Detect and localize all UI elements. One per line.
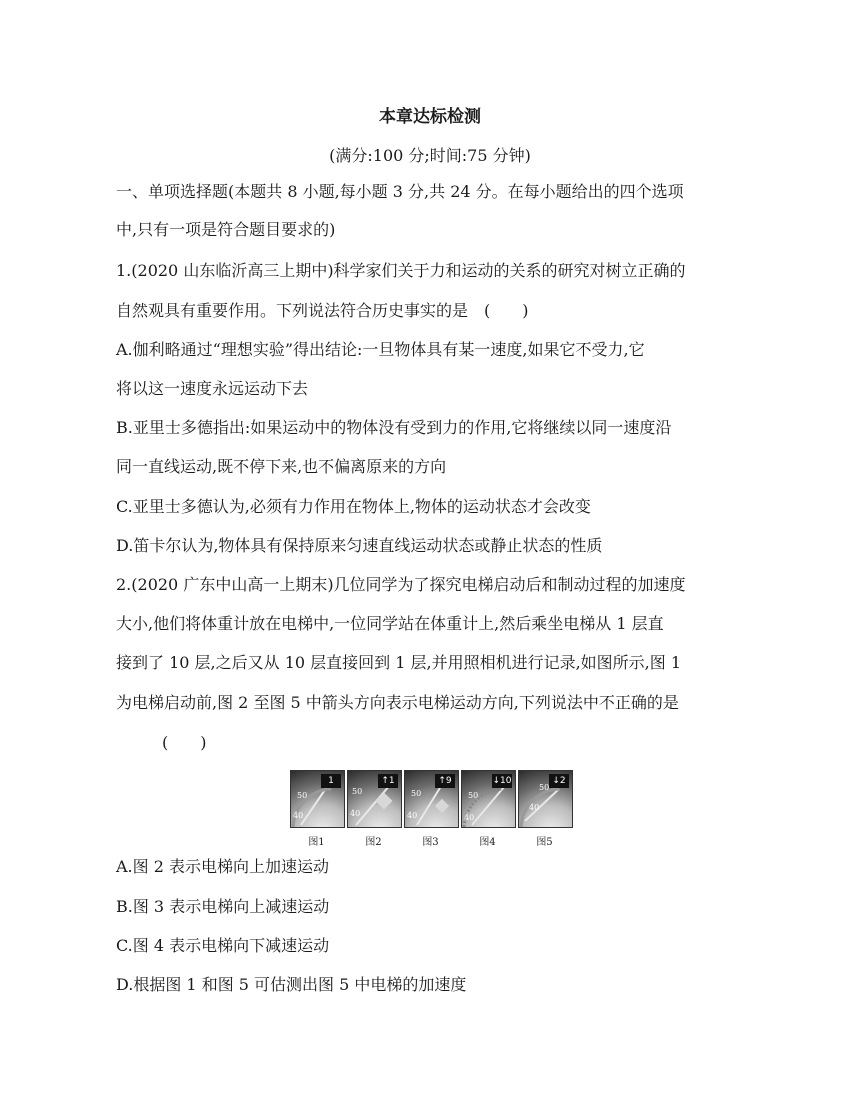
floor-display: ↓10	[492, 776, 512, 786]
question-1-option-b-line-2: 同一直线运动,既不停下来,也不偏离原来的方向	[116, 457, 447, 476]
question-2-stem-line-1: 2.(2020 广东中山高一上期末)几位同学为了探究电梯启动后和制动过程的加速度	[116, 575, 686, 594]
scale-mark-50: 50	[297, 791, 308, 800]
scale-mark-50: 50	[468, 791, 479, 800]
exam-info: (满分:100 分;时间:75 分钟)	[329, 146, 531, 165]
scale-photo-1	[290, 770, 345, 828]
figure-caption-2: 图2	[365, 837, 382, 848]
scale-photo-3	[404, 770, 459, 828]
scale-mark-50: 50	[352, 787, 363, 796]
figure-caption-5: 图5	[536, 837, 553, 848]
scale-mark-40: 40	[350, 809, 361, 818]
figure-caption-1: 图1	[308, 837, 325, 848]
floor-display: ↓2	[549, 774, 569, 788]
question-2-stem-line-4: 为电梯启动前,图 2 至图 5 中箭头方向表示电梯运动方向,下列说法中不正确的是	[116, 693, 679, 712]
floor-display: ↑9	[435, 774, 455, 788]
section-heading-line-2: 中,只有一项是符合题目要求的)	[116, 220, 336, 239]
question-2-option-b: B.图 3 表示电梯向上减速运动	[116, 897, 330, 916]
scale-photo-2	[347, 770, 402, 828]
question-1-stem-line-1: 1.(2020 山东临沂高三上期中)科学家们关于力和运动的关系的研究对树立正确的	[116, 261, 686, 280]
scale-mark-40: 40	[464, 813, 475, 822]
page-title: 本章达标检测	[379, 107, 481, 127]
scale-mark-50: 50	[539, 783, 550, 792]
scale-mark-40: 40	[407, 811, 418, 820]
scale-photo-5	[518, 770, 573, 828]
scale-mark-50: 50	[411, 789, 422, 798]
question-2-option-a: A.图 2 表示电梯向上加速运动	[116, 857, 329, 876]
scale-photo-4	[461, 770, 516, 828]
question-2-option-c: C.图 4 表示电梯向下减速运动	[116, 936, 330, 955]
scale-mark-40: 40	[529, 803, 540, 812]
question-1-option-c: C.亚里士多德认为,必须有力作用在物体上,物体的运动状态才会改变	[116, 497, 591, 516]
question-1-option-d: D.笛卡尔认为,物体具有保持原来匀速直线运动状态或静止状态的性质	[116, 536, 603, 555]
question-1-option-a-line-1: A.伽利略通过“理想实验”得出结论:一旦物体具有某一速度,如果它不受力,它	[116, 340, 645, 359]
question-2-answer-bracket: ( )	[162, 733, 207, 752]
figure-caption-3: 图3	[422, 837, 439, 848]
section-heading-line-1: 一、单项选择题(本题共 8 小题,每小题 3 分,共 24 分。在每小题给出的四个选项	[116, 182, 684, 201]
scale-photo-strip	[290, 770, 570, 850]
question-2-stem-line-3: 接到了 10 层,之后又从 10 层直接回到 1 层,并用照相机进行记录,如图所示,图 1	[116, 653, 682, 672]
figure-caption-4: 图4	[479, 837, 496, 848]
question-1-stem-line-2: 自然观具有重要作用。下列说法符合历史事实的是 ( )	[116, 301, 529, 320]
scale-mark-40: 40	[293, 811, 304, 820]
floor-display: ↑1	[378, 774, 398, 788]
question-2-option-d: D.根据图 1 和图 5 可估测出图 5 中电梯的加速度	[116, 975, 467, 994]
question-1-option-b-line-1: B.亚里士多德指出:如果运动中的物体没有受到力的作用,它将继续以同一速度沿	[116, 418, 672, 437]
question-1-option-a-line-2: 将以这一速度永远运动下去	[116, 379, 309, 398]
question-2-stem-line-2: 大小,他们将体重计放在电梯中,一位同学站在体重计上,然后乘坐电梯从 1 层直	[116, 614, 664, 633]
floor-display: 1	[321, 774, 341, 788]
